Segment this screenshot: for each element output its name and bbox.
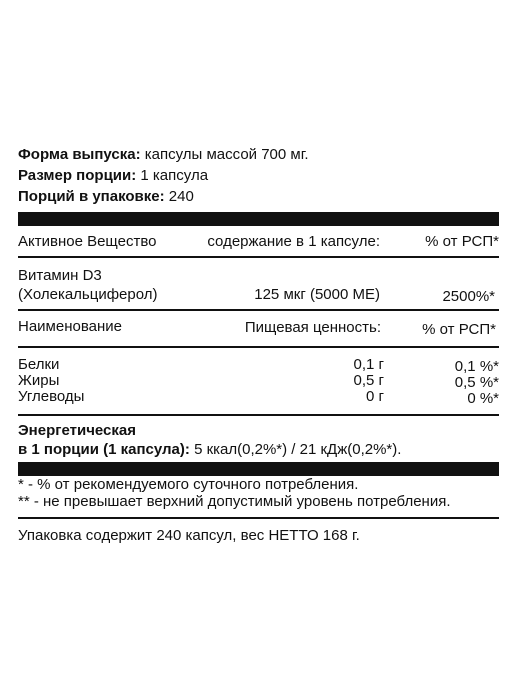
form-label: Форма выпуска: (18, 146, 141, 163)
divider (18, 414, 499, 416)
energy-value: 5 ккал(0,2%*) / 21 кДж(0,2%*). (194, 441, 402, 458)
nutrition-row-value: 0,1 г (353, 356, 384, 373)
nutrition-row-percent: 0,5 %* (454, 374, 499, 391)
nutrition-col-name: Наименование (18, 318, 122, 335)
energy-label-1: Энергетическая (18, 422, 136, 439)
nutrition-row-name: Белки (18, 356, 60, 373)
active-col-name: Активное Вещество (18, 233, 157, 250)
thick-divider-top (18, 212, 499, 226)
nutrition-row-percent: 0 %* (467, 390, 499, 407)
footnote-2: ** - не превышает верхний допустимый уровень потребления. (18, 493, 451, 510)
divider (18, 346, 499, 348)
footnote-1: * - % от рекомендуемого суточного потребления. (18, 476, 359, 493)
serving-value: 1 капсула (140, 167, 209, 184)
active-row-amount: 125 мкг (5000 МЕ) (254, 286, 380, 303)
divider (18, 256, 499, 258)
active-col-percent: % от РСП* (425, 233, 499, 250)
divider (18, 309, 499, 311)
package-note: Упаковка содержит 240 капсул, вес НЕТТО 168 г. (18, 527, 360, 544)
active-row-name-2: (Холекальциферол) (18, 286, 158, 303)
nutrition-row-value: 0 г (366, 388, 384, 405)
nutrition-row-value: 0,5 г (353, 372, 384, 389)
servings-label: Порций в упаковке: (18, 188, 165, 205)
divider (18, 517, 499, 519)
nutrition-row-percent: 0,1 %* (454, 358, 499, 375)
energy-line (18, 441, 401, 459)
active-col-amount: содержание в 1 капсуле: (207, 233, 380, 250)
serving-label: Размер порции: (18, 167, 137, 184)
energy-label-2: в 1 порции (1 капсула): (18, 441, 190, 458)
form-value: капсулы массой 700 мг. (144, 146, 309, 163)
form-line (18, 146, 309, 164)
thick-divider-middle (18, 462, 499, 476)
serving-line (18, 167, 208, 185)
nutrition-col-value: Пищевая ценность: (244, 319, 381, 336)
servings-value: 240 (168, 188, 194, 205)
nutrition-row-name: Жиры (18, 372, 60, 389)
nutrition-row-name: Углеводы (18, 388, 85, 405)
nutrition-col-percent: % от РСП* (422, 321, 496, 338)
active-row-name-1: Витамин D3 (18, 267, 102, 284)
servings-line (18, 188, 194, 206)
active-row-percent: 2500%* (442, 288, 495, 305)
